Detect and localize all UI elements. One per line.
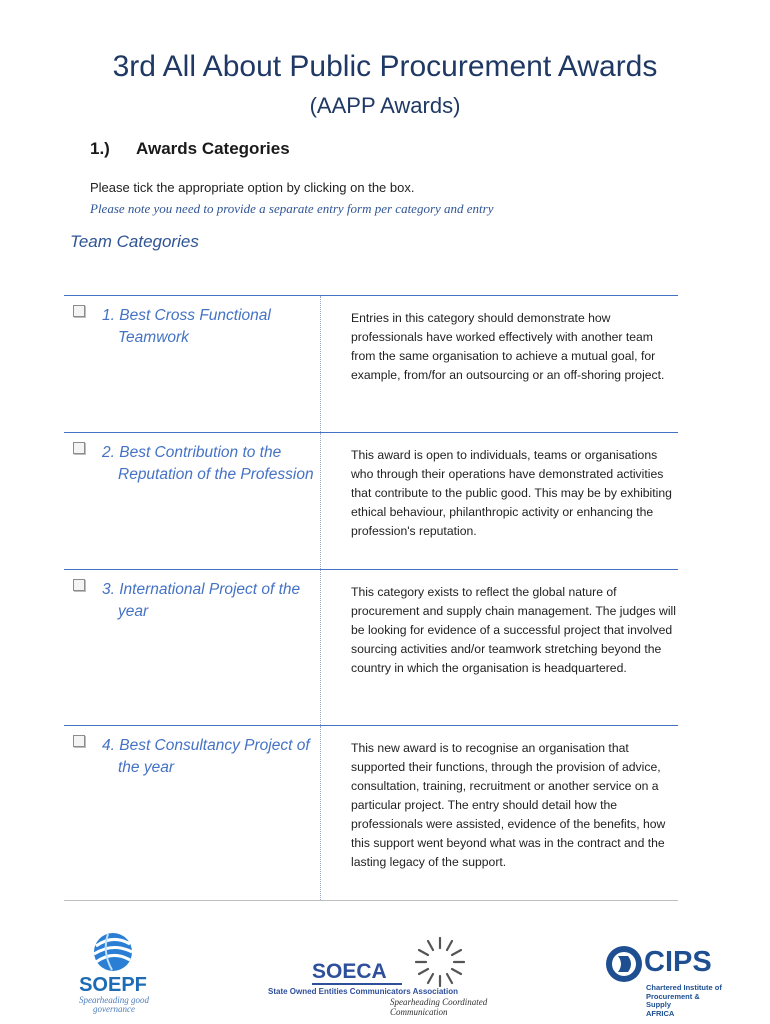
section-title: Awards Categories	[136, 139, 290, 158]
category-description: Entries in this category should demonstrate how professionals have worked effectively with another team from the same organisation to achieve a mutual goal, for example, from/for an outsourcing or an off-shoring project.	[351, 311, 665, 382]
soeca-burst-icon	[412, 934, 468, 990]
category-description: This award is open to individuals, teams or organisations who through their operations have demonstrated activities that contribute to the public good. This may be by exhibiting ethical behaviour, philanthropic activity or enhancing the profession's reputation.	[351, 448, 672, 538]
soeca-tagline: Spearheading Coordinated Communication	[390, 997, 488, 1017]
category-name: 4. Best Consultancy Project of the year	[102, 737, 310, 776]
category-name-cell	[64, 570, 321, 725]
soeca-logo	[262, 934, 512, 1017]
category-name-cell	[64, 296, 321, 432]
soepf-tagline: Spearheading good governance	[78, 995, 150, 1014]
category-name-cell	[64, 433, 321, 569]
category-row	[64, 432, 678, 569]
category-name-cell	[64, 726, 321, 900]
category-description: This new award is to recognise an organisation that supported their functions, through the provision of advice, consultation, training, recruitment or another service on a particular project. The entry should detail how the professionals were assisted, evidence of the benefits, how this support went beyond what was in the contract and the lasting legacy of the support.	[351, 741, 666, 869]
soeca-name: SOECA	[312, 960, 387, 983]
team-categories-heading: Team Categories	[70, 232, 199, 251]
cips-line-1: Chartered Institute of	[646, 983, 722, 992]
category-name: 2. Best Contribution to the Reputation of the Profession	[102, 444, 314, 483]
soeca-full-name: State Owned Entities Communicators Association	[268, 987, 458, 996]
note-text: Please note you need to provide a separate entry form per category and entry	[90, 201, 494, 216]
cips-line-3: AFRICA	[646, 1008, 675, 1018]
category-checkbox[interactable]	[73, 305, 85, 317]
soeca-underline	[312, 983, 402, 985]
section-number: 1.)	[90, 139, 110, 158]
category-description: This category exists to reflect the global nature of procurement and supply chain management. The judges will be looking for evidence of a successful project that involved sourcing activities and/or teamwork stretching beyond the country in which the organisation is headquartered.	[351, 585, 676, 675]
category-row	[64, 295, 678, 432]
category-row	[64, 569, 678, 725]
cips-full-name	[646, 984, 724, 1018]
category-row	[64, 725, 678, 901]
category-checkbox[interactable]	[73, 579, 85, 591]
category-name: 1. Best Cross Functional Teamwork	[102, 307, 271, 346]
soepf-logo	[66, 928, 166, 1018]
document-subtitle: (AAPP Awards)	[309, 93, 461, 118]
document-title: 3rd All About Public Procurement Awards	[112, 50, 658, 83]
cips-line-2: Procurement & Supply	[646, 991, 700, 1009]
category-name: 3. International Project of the year	[102, 581, 301, 620]
instruction-text: Please tick the appropriate option by clicking on the box.	[90, 180, 415, 195]
cips-logo	[604, 940, 724, 1016]
cips-emblem-icon	[604, 944, 644, 984]
soepf-globe-icon	[66, 928, 166, 978]
category-checkbox[interactable]	[73, 735, 85, 747]
categories-table	[64, 295, 678, 901]
cips-name: CIPS	[644, 946, 712, 978]
category-checkbox[interactable]	[73, 442, 85, 454]
soepf-name: SOEPF	[79, 974, 147, 996]
